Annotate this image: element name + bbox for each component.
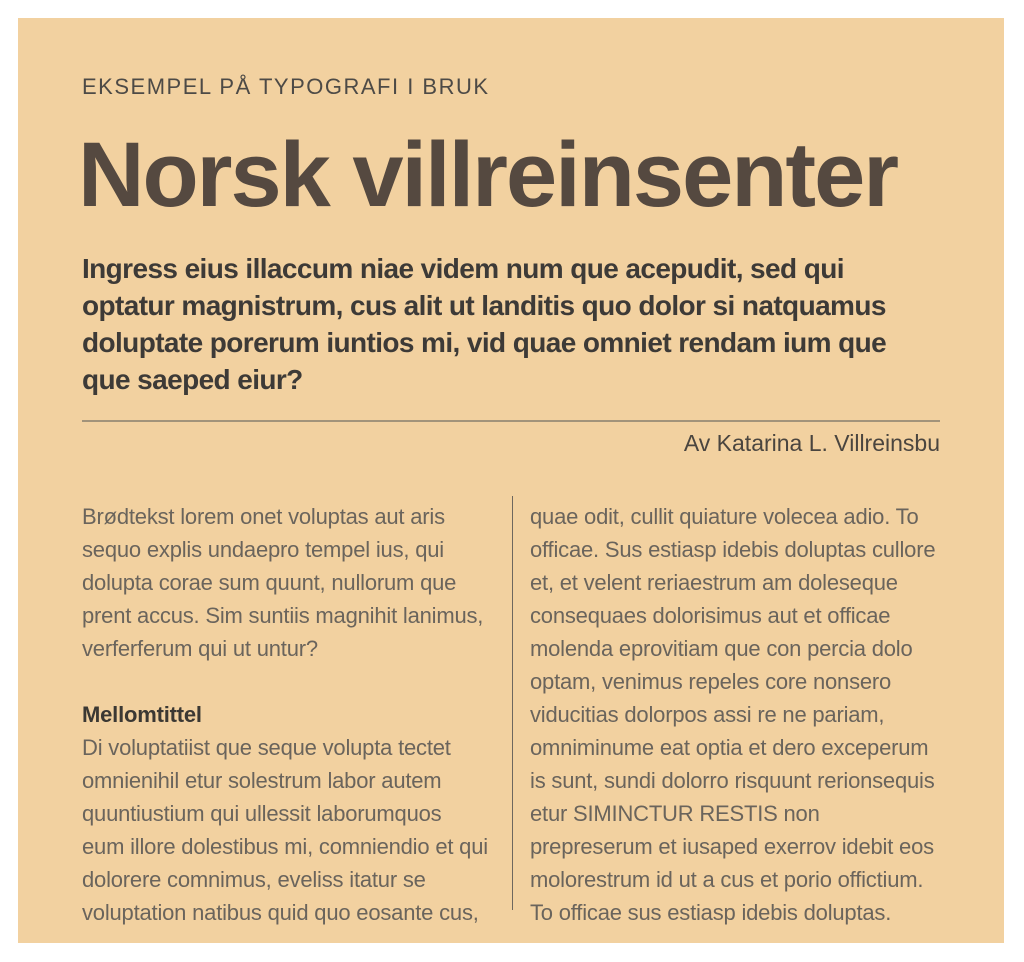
kicker-label: EKSEMPEL PÅ TYPOGRAFI I BRUK bbox=[82, 74, 490, 99]
subheading-mellomtittel: Mellomtittel bbox=[82, 702, 202, 727]
column-divider-line bbox=[512, 496, 513, 910]
body-column-left bbox=[82, 500, 488, 929]
body-paragraph: Di voluptatiist que seque volupta tectet omnienihil etur solestrum labor autem quuntiustium qui ullessit laborumquos eum illore dolestibus mi, comniendio et qui dolorere comnimus, eveliss itatur se voluptation natibus quid quo eosante cus, bbox=[82, 735, 488, 925]
byline: Av Katarina L. Villreinsbu bbox=[683, 430, 940, 456]
byline-divider-rule bbox=[82, 420, 940, 422]
body-column-right bbox=[530, 500, 944, 929]
page-title: Norsk villreinsenter bbox=[78, 124, 898, 226]
typography-example-panel bbox=[18, 18, 1004, 943]
body-paragraph: Brødtekst lorem onet voluptas aut aris sequo explis undaepro tempel ius, qui dolupta corae sum quunt, nullorum que prent accus. Sim suntiis magnihit lanimus, verferferum qui ut untur? bbox=[82, 504, 484, 661]
body-paragraph: quae odit, cullit quiature volecea adio. To officae. Sus estiasp idebis doluptas cullore et, et velent reriaestrum am doleseque consequaes dolorisimus aut et officae molenda eprovitiam que con percia dolo optam, venimus repeles core nonsero viducitias dolorpos assi re ne pariam, omniminume eat optia et dero exceperum is sunt, sundi dolorro risquunt rerionsequis etur SIMINCTUR RESTIS non prepreserum et iusaped exerrov idebit eos molorestrum id ut a cus et porio offictium. To officae sus estiasp idebis doluptas. bbox=[530, 504, 936, 925]
ingress-lead-paragraph: Ingress eius illaccum niae videm num que acepudit, sed qui optatur magnistrum, cus alit ut landitis quo dolor si natquamus doluptate porerum iuntios mi, vid quae omniet rendam ium que que saeped eiur? bbox=[82, 253, 887, 395]
